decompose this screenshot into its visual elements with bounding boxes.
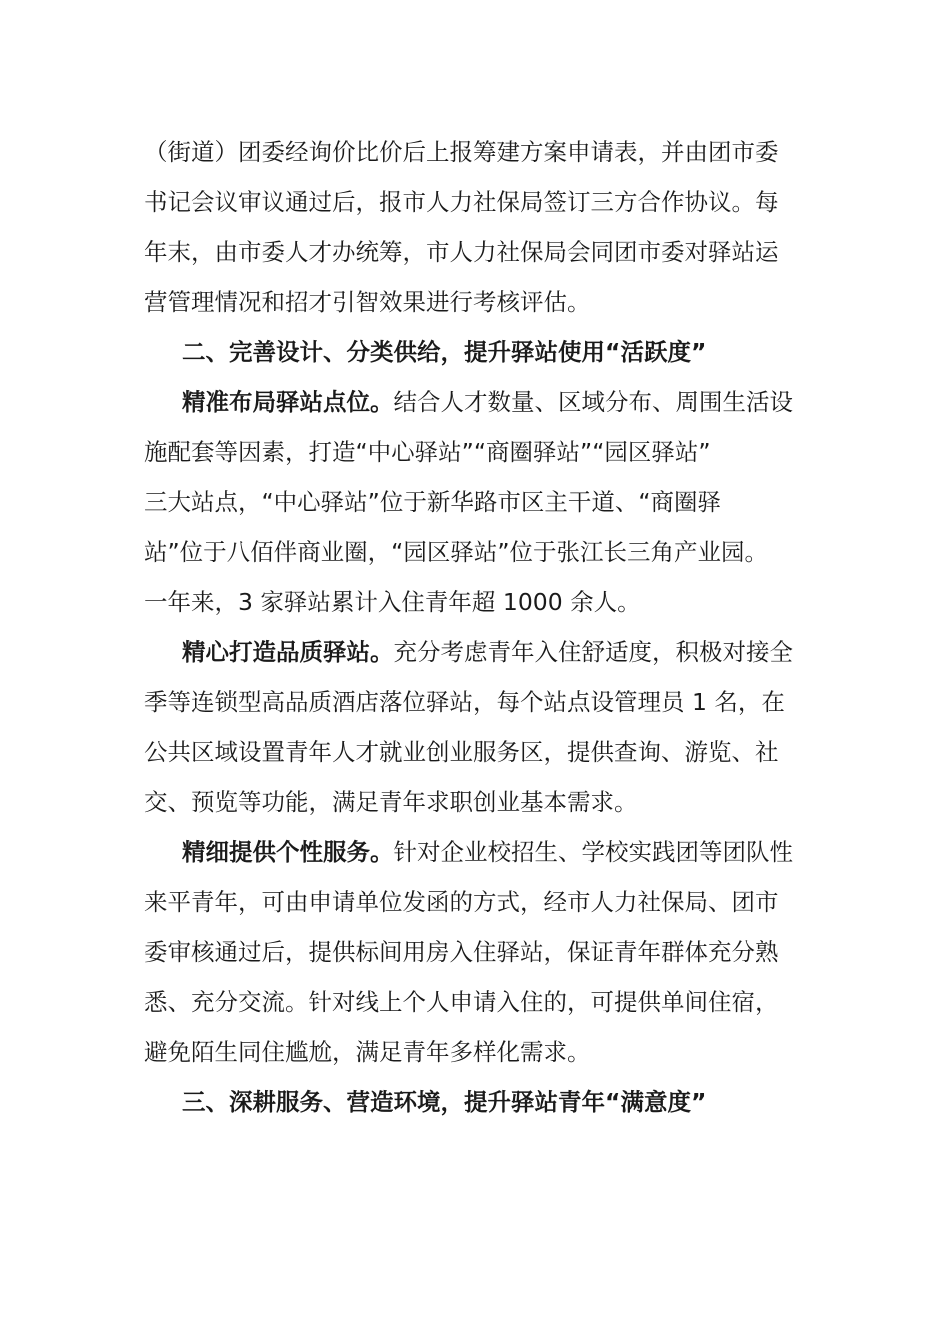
text-line: 悉、充分交流。针对线上个人申请入住的，可提供单间住宿， (144, 988, 779, 1016)
text-line: 三大站点，“中心驿站”位于新华路市区主干道、“商圈驿 (144, 488, 722, 516)
text-line: 站”位于八佰伴商业圈，“园区驿站”位于张江长三角产业园。 (144, 538, 769, 566)
paragraph-text: 针对企业校招生、学校实践团等团队性 (393, 838, 793, 866)
text-line: 季等连锁型高品质酒店落位驿站，每个站点设管理员 1 名，在 (144, 688, 785, 716)
text-line: 施配套等因素，打造“中心驿站”“商圈驿站”“园区驿站” (144, 438, 711, 466)
paragraph-lead: 精心打造品质驿站。 (182, 638, 394, 666)
text-line: 营管理情况和招才引智效果进行考核评估。 (144, 288, 591, 316)
paragraph-continuation (144, 127, 810, 327)
text-line: 一年来，3 家驿站累计入住青年超 1000 余人。 (144, 588, 641, 616)
paragraph-lead: 精细提供个性服务。 (182, 838, 394, 866)
text-line: 避免陌生同住尴尬，满足青年多样化需求。 (144, 1038, 591, 1066)
document-body (144, 127, 810, 1127)
paragraph-quality (144, 627, 810, 827)
section-heading-3: 三、深耕服务、营造环境，提升驿站青年“满意度” (182, 1088, 707, 1116)
paragraph-lead: 精准布局驿站点位。 (182, 388, 394, 416)
paragraph-service (144, 827, 810, 1077)
text-line: 委审核通过后，提供标间用房入住驿站，保证青年群体充分熟 (144, 938, 779, 966)
paragraph-text: 结合人才数量、区域分布、周围生活设 (393, 388, 793, 416)
text-line: 来平青年，可由申请单位发函的方式，经市人力社保局、团市 (144, 888, 779, 916)
paragraph-first-line (144, 377, 810, 427)
text-line: （街道）团委经询价比价后上报筹建方案申请表，并由团市委 (144, 138, 779, 166)
text-line: 交、预览等功能，满足青年求职创业基本需求。 (144, 788, 638, 816)
paragraph-first-line (144, 827, 810, 877)
paragraph-text: 充分考虑青年入住舒适度，积极对接全 (393, 638, 793, 666)
section-heading-2: 二、完善设计、分类供给，提升驿站使用“活跃度” (182, 338, 707, 366)
paragraph-layout (144, 377, 810, 627)
text-line: 年末，由市委人才办统筹，市人力社保局会同团市委对驿站运 (144, 238, 779, 266)
text-line: 书记会议审议通过后，报市人力社保局签订三方合作协议。每 (144, 188, 779, 216)
text-line: 公共区域设置青年人才就业创业服务区，提供查询、游览、社 (144, 738, 779, 766)
paragraph-first-line (144, 627, 810, 677)
